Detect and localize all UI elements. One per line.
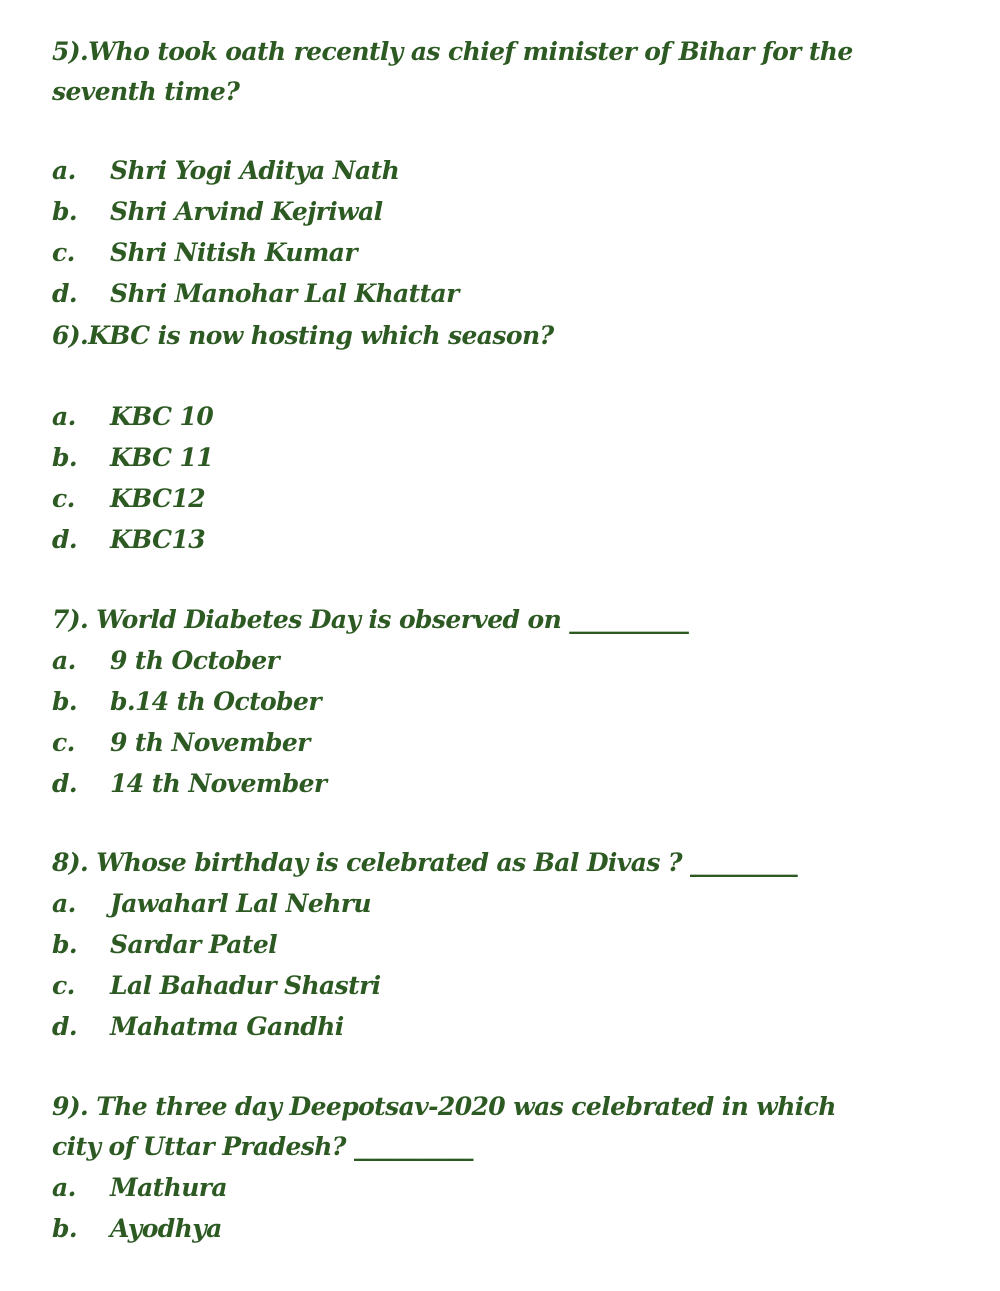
question-block-8 xyxy=(52,843,952,1047)
option-letter: d. xyxy=(52,525,77,554)
option-text: Shri Yogi Aditya Nath xyxy=(110,156,400,185)
option-text: Ayodhya xyxy=(110,1214,222,1243)
option-letter: b. xyxy=(52,687,77,716)
option-item xyxy=(52,883,952,924)
option-item xyxy=(52,1006,952,1047)
option-text: Mahatma Gandhi xyxy=(110,1012,344,1041)
option-item xyxy=(52,924,952,965)
question-text: 5).Who took oath recently as chief minister of Bihar for the seventh time? xyxy=(52,37,853,106)
question-block-6 xyxy=(52,316,952,560)
option-letter: b. xyxy=(52,197,77,226)
option-letter: a. xyxy=(52,889,76,918)
option-item xyxy=(52,478,952,519)
option-text: Jawaharl Lal Nehru xyxy=(110,889,371,918)
option-item xyxy=(52,1208,882,1249)
option-item xyxy=(52,396,952,437)
option-text: Lal Bahadur Shastri xyxy=(110,971,381,1000)
option-text: Shri Arvind Kejriwal xyxy=(110,197,383,226)
option-list xyxy=(52,883,952,1047)
option-text: KBC 11 xyxy=(110,443,214,472)
option-letter: a. xyxy=(52,156,76,185)
option-text: 14 th November xyxy=(110,769,327,798)
option-letter: a. xyxy=(52,646,76,675)
question-text: 8). Whose birthday is celebrated as Bal Divas ? _________ xyxy=(52,848,798,877)
option-text: 9 th October xyxy=(110,646,280,675)
option-text: KBC12 xyxy=(110,484,206,513)
question-text: 7). World Diabetes Day is observed on __________ xyxy=(52,605,689,634)
option-letter: c. xyxy=(52,238,75,267)
option-letter: b. xyxy=(52,1214,77,1243)
option-letter: d. xyxy=(52,279,77,308)
option-item xyxy=(52,965,952,1006)
option-text: Sardar Patel xyxy=(110,930,278,959)
question-block-7 xyxy=(52,600,952,804)
option-text: Shri Manohar Lal Khattar xyxy=(110,279,459,308)
option-item xyxy=(52,722,952,763)
option-list xyxy=(52,150,952,314)
option-text: Mathura xyxy=(110,1173,227,1202)
option-letter: c. xyxy=(52,484,75,513)
option-item xyxy=(52,640,952,681)
option-letter: b. xyxy=(52,443,77,472)
option-item xyxy=(52,437,952,478)
option-text: KBC 10 xyxy=(110,402,214,431)
option-item xyxy=(52,1167,882,1208)
option-text: Shri Nitish Kumar xyxy=(110,238,357,267)
option-letter: c. xyxy=(52,971,75,1000)
option-letter: d. xyxy=(52,1012,77,1041)
question-text: 9). The three day Deepotsav-2020 was celebrated in which city of Uttar Pradesh? __________ xyxy=(52,1092,836,1161)
option-letter: d. xyxy=(52,769,77,798)
question-block-5 xyxy=(52,32,952,314)
option-list xyxy=(52,640,952,804)
option-letter: a. xyxy=(52,402,76,431)
option-item xyxy=(52,150,952,191)
option-item xyxy=(52,681,952,722)
option-item xyxy=(52,519,952,560)
option-text: b.14 th October xyxy=(110,687,321,716)
option-text: KBC13 xyxy=(110,525,206,554)
option-item xyxy=(52,191,952,232)
option-letter: b. xyxy=(52,930,77,959)
option-list xyxy=(52,1167,882,1249)
option-item xyxy=(52,232,952,273)
option-letter: a. xyxy=(52,1173,76,1202)
option-item xyxy=(52,763,952,804)
option-letter: c. xyxy=(52,728,75,757)
option-list xyxy=(52,396,952,560)
question-block-9 xyxy=(52,1087,882,1249)
option-item xyxy=(52,273,952,314)
question-text: 6).KBC is now hosting which season? xyxy=(52,321,554,350)
option-text: 9 th November xyxy=(110,728,310,757)
